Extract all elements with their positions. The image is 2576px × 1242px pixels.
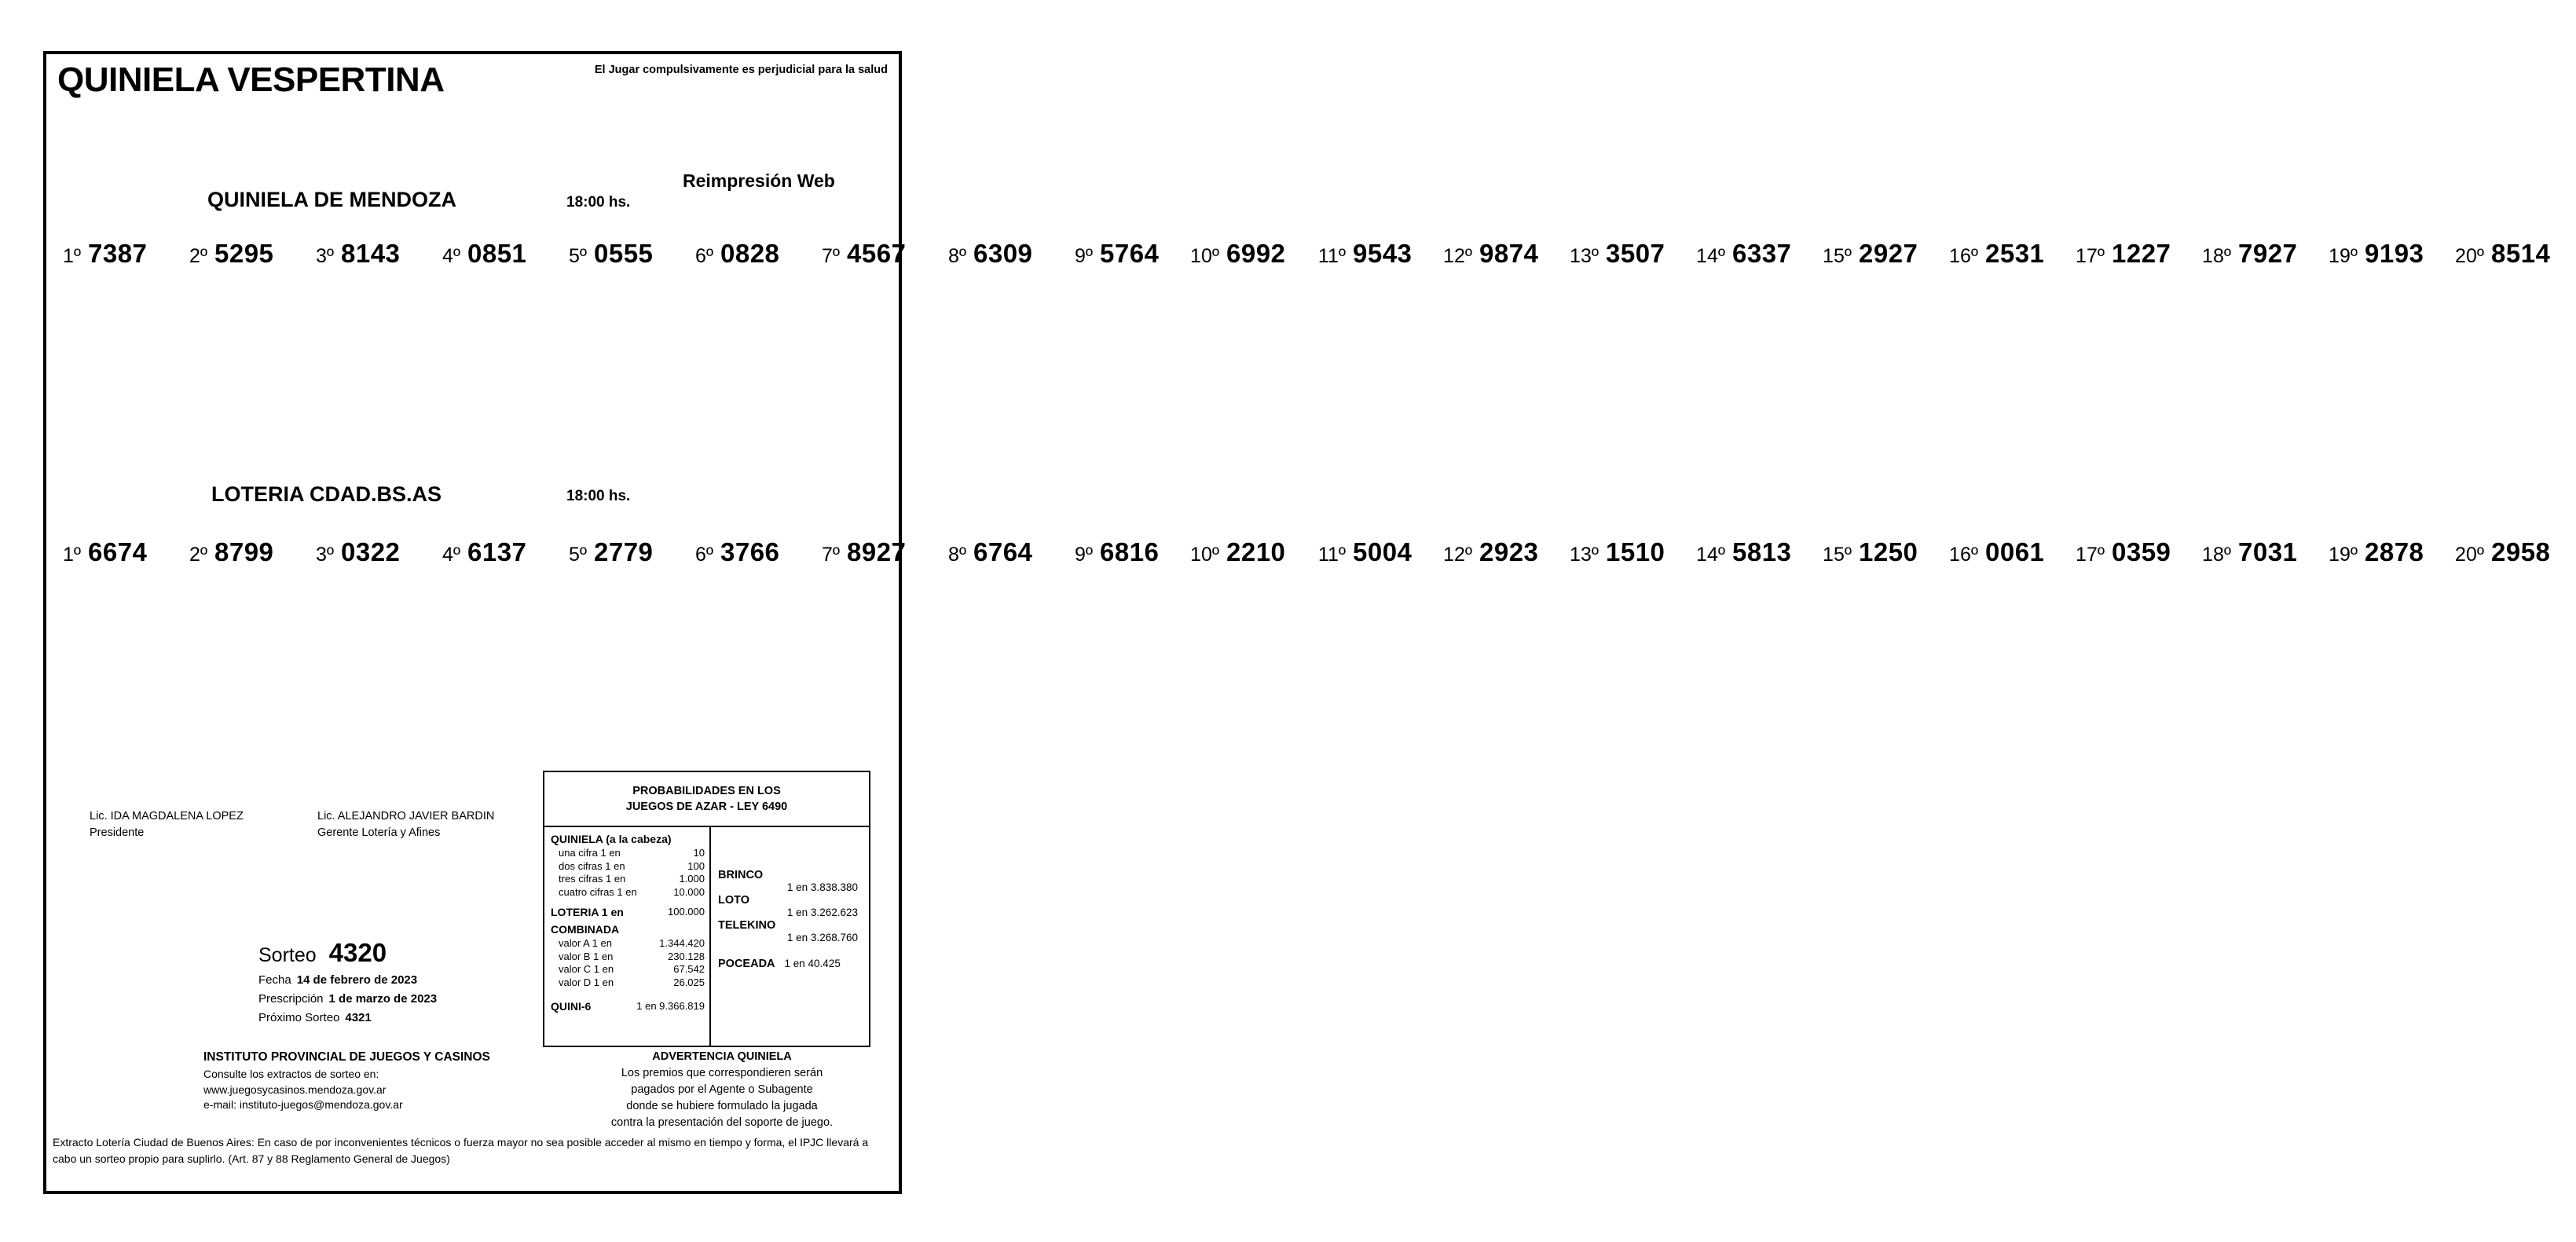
quiniela-odds-label: dos cifras 1 en xyxy=(559,859,625,872)
quini6-label: QUINI-6 xyxy=(551,1000,592,1013)
result-number: 6992 xyxy=(1226,239,1286,268)
result-number: 5764 xyxy=(1100,239,1160,268)
result-position: 19º xyxy=(2329,544,2358,566)
sorteo-proximo-label: Próximo Sorteo xyxy=(258,1011,340,1024)
result-position: 6º xyxy=(694,544,713,566)
result-entry xyxy=(552,537,679,573)
result-position: 15º xyxy=(1823,245,1852,267)
result-entry xyxy=(426,239,552,275)
result-entry xyxy=(1817,239,1944,275)
game-odds-block xyxy=(718,869,863,893)
result-number: 4567 xyxy=(847,239,907,268)
result-entry xyxy=(2450,239,2576,275)
probabilities-left-column xyxy=(544,827,711,1046)
result-number: 3507 xyxy=(1606,239,1665,268)
combinada-odds-label: valor C 1 en xyxy=(559,963,614,975)
result-entry xyxy=(1185,537,1311,573)
draw-heading-bsas: LOTERIA CDAD.BS.AS xyxy=(211,482,442,506)
result-number: 8143 xyxy=(341,239,401,268)
sorteo-prescripcion-line xyxy=(258,992,541,1006)
loteria-odds-label: LOTERIA 1 en xyxy=(551,906,624,918)
institute-line-consulte: Consulte los extractos de sorteo en: xyxy=(203,1068,379,1080)
result-entry xyxy=(1944,239,2070,275)
sorteo-info-block xyxy=(258,938,541,1024)
sorteo-fecha-line xyxy=(258,973,541,987)
combinada-odds-value: 26.025 xyxy=(673,976,705,988)
signature-president xyxy=(90,808,244,841)
result-entry xyxy=(679,239,805,275)
sorteo-fecha-label: Fecha xyxy=(258,973,291,987)
probabilities-body xyxy=(544,827,869,1046)
result-number: 5004 xyxy=(1353,537,1413,566)
combinada-odds-rows xyxy=(551,937,705,989)
result-position: 1º xyxy=(62,544,81,566)
result-number: 0359 xyxy=(2112,537,2171,566)
odds-row xyxy=(551,937,705,951)
sorteo-number-line xyxy=(258,938,541,968)
result-number: 2531 xyxy=(1985,239,2045,268)
signature-president-role: Presidente xyxy=(90,826,145,839)
quiniela-odds-value: 100 xyxy=(687,859,705,872)
result-position: 11º xyxy=(1317,544,1346,566)
result-number: 3766 xyxy=(720,537,780,566)
result-position: 2º xyxy=(189,245,207,267)
game-name: BRINCO xyxy=(718,869,764,881)
probabilities-title-line2: JUEGOS DE AZAR - LEY 6490 xyxy=(625,801,788,813)
result-position: 12º xyxy=(1443,544,1472,566)
result-position: 1º xyxy=(62,245,81,267)
quiniela-odds-value: 10.000 xyxy=(673,885,705,898)
draw-time-mendoza: 18:00 hs. xyxy=(566,194,631,211)
quiniela-odds-label: cuatro cifras 1 en xyxy=(559,885,637,898)
result-position: 20º xyxy=(2455,245,2484,267)
institute-website[interactable]: www.juegosycasinos.mendoza.gov.ar xyxy=(203,1083,387,1096)
result-entry xyxy=(299,537,426,573)
result-entry xyxy=(932,537,1058,573)
result-entry xyxy=(1438,537,1564,573)
result-entry xyxy=(2323,537,2450,573)
combinada-odds-value: 1.344.420 xyxy=(659,937,705,949)
sorteo-fecha-value: 14 de febrero de 2023 xyxy=(296,973,418,987)
result-entry xyxy=(173,537,299,573)
result-number: 8799 xyxy=(214,537,274,566)
result-number: 2923 xyxy=(1479,537,1539,566)
institute-email[interactable]: e-mail: instituto-juegos@mendoza.gov.ar xyxy=(203,1098,403,1111)
result-number: 0555 xyxy=(594,239,654,268)
game-odds-value: 1 en 3.838.380 xyxy=(786,881,858,893)
odds-row xyxy=(551,886,705,899)
game-odds-block xyxy=(718,894,863,918)
result-entry xyxy=(1564,537,1691,573)
result-entry xyxy=(1311,239,1438,275)
odds-row xyxy=(551,860,705,874)
result-number: 8927 xyxy=(847,537,907,566)
result-number: 6816 xyxy=(1100,537,1160,566)
result-number: 7927 xyxy=(2238,239,2298,268)
combinada-section-head: COMBINADA xyxy=(551,923,620,936)
result-position: 13º xyxy=(1570,245,1599,267)
result-position: 9º xyxy=(1074,245,1093,267)
result-number: 6674 xyxy=(88,537,148,566)
combinada-odds-value: 67.542 xyxy=(673,963,705,975)
result-position: 13º xyxy=(1570,544,1599,566)
result-number: 0851 xyxy=(467,239,527,268)
result-entry xyxy=(1058,239,1185,275)
reprint-label: Reimpresión Web xyxy=(683,170,835,191)
gambling-warning-text: El Jugar compulsivamente es perjudicial para la salud xyxy=(594,64,888,76)
result-number: 7031 xyxy=(2238,537,2298,566)
result-entry xyxy=(2323,239,2450,275)
result-position: 15º xyxy=(1823,544,1852,566)
result-number: 5813 xyxy=(1732,537,1792,566)
result-position: 14º xyxy=(1696,245,1725,267)
result-entry xyxy=(1185,239,1311,275)
result-number: 1250 xyxy=(1859,537,1918,566)
probabilities-right-column xyxy=(711,827,869,1046)
quiniela-odds-label: una cifra 1 en xyxy=(559,847,621,859)
result-entry xyxy=(46,239,173,275)
result-number: 6337 xyxy=(1732,239,1792,268)
advertencia-block xyxy=(565,1050,879,1131)
other-games-odds-list xyxy=(718,869,863,943)
signature-manager-role: Gerente Lotería y Afines xyxy=(317,826,441,839)
result-position: 8º xyxy=(947,544,966,566)
result-entry xyxy=(1058,537,1185,573)
result-number: 2210 xyxy=(1226,537,1286,566)
quini6-value: 1 en 9.366.819 xyxy=(636,1000,705,1012)
result-entry xyxy=(1691,537,1817,573)
result-number: 2779 xyxy=(594,537,654,566)
combinada-odds-label: valor D 1 en xyxy=(559,976,614,988)
result-number: 0061 xyxy=(1985,537,2045,566)
poceada-label: POCEADA xyxy=(718,958,775,970)
sorteo-proximo-value: 4321 xyxy=(345,1011,372,1024)
results-table-bsas xyxy=(46,537,2551,573)
draw-heading-mendoza: QUINIELA DE MENDOZA xyxy=(207,188,456,211)
result-entry xyxy=(2070,537,2197,573)
quiniela-odds-rows xyxy=(551,847,705,899)
result-number: 6764 xyxy=(973,537,1033,566)
result-entry xyxy=(2070,239,2197,275)
result-entry xyxy=(805,239,932,275)
result-position: 20º xyxy=(2455,544,2484,566)
result-number: 2958 xyxy=(2491,537,2551,566)
result-position: 19º xyxy=(2329,245,2358,267)
result-entry xyxy=(1817,537,1944,573)
combinada-odds-label: valor A 1 en xyxy=(559,937,612,949)
result-position: 5º xyxy=(568,245,587,267)
results-table-mendoza xyxy=(46,239,2551,275)
result-position: 7º xyxy=(821,245,840,267)
quini6-odds-row xyxy=(551,1000,705,1013)
result-number: 2927 xyxy=(1859,239,1918,268)
result-entry xyxy=(1564,239,1691,275)
result-position: 18º xyxy=(2202,245,2231,267)
result-number: 0828 xyxy=(720,239,780,268)
result-number: 7387 xyxy=(88,239,148,268)
sorteo-proximo-line xyxy=(258,1011,541,1024)
result-position: 9º xyxy=(1074,544,1093,566)
odds-row xyxy=(551,976,705,990)
game-name: LOTO xyxy=(718,894,750,907)
result-entry xyxy=(932,239,1058,275)
game-odds-value: 1 en 3.262.623 xyxy=(786,907,858,918)
result-number: 5295 xyxy=(214,239,274,268)
game-odds-value: 1 en 3.268.760 xyxy=(786,932,858,943)
result-entry xyxy=(2450,537,2576,573)
result-entry xyxy=(2197,537,2323,573)
draw-time-bsas: 18:00 hs. xyxy=(566,488,631,504)
result-position: 3º xyxy=(315,245,334,267)
result-entry xyxy=(299,239,426,275)
result-position: 7º xyxy=(821,544,840,566)
result-number: 6309 xyxy=(973,239,1033,268)
odds-row xyxy=(551,873,705,886)
signature-president-name: Lic. IDA MAGDALENA LOPEZ xyxy=(90,810,244,823)
result-number: 6137 xyxy=(467,537,527,566)
result-entry xyxy=(46,537,173,573)
advertencia-line-4: contra la presentación del soporte de juego. xyxy=(610,1116,834,1129)
quiniela-section-head: QUINIELA (a la cabeza) xyxy=(551,833,672,845)
result-entry xyxy=(805,537,932,573)
result-position: 10º xyxy=(1190,245,1219,267)
result-entry xyxy=(1311,537,1438,573)
probabilities-box xyxy=(543,771,870,1047)
result-number: 2878 xyxy=(2365,537,2424,566)
quiniela-odds-value: 1.000 xyxy=(679,873,705,885)
quiniela-odds-label: tres cifras 1 en xyxy=(559,873,626,885)
result-entry xyxy=(2197,239,2323,275)
result-position: 4º xyxy=(442,245,460,267)
legal-disclaimer: Extracto Lotería Ciudad de Buenos Aires: En caso de por inconvenientes técnicos o fuerza mayor no sea posible acceder al mismo en tiempo y forma, el IPJC llevará a cabo un sorteo propio para suplirlo. (Art. 87 y 88 Reglamento General de Juegos) xyxy=(53,1136,869,1165)
result-position: 5º xyxy=(568,544,587,566)
signature-manager xyxy=(317,808,494,841)
game-name: TELEKINO xyxy=(718,919,776,932)
result-entry xyxy=(173,239,299,275)
result-number: 8514 xyxy=(2491,239,2551,268)
loteria-odds-row xyxy=(551,906,705,918)
sorteo-prescripcion-label: Prescripción xyxy=(258,992,324,1006)
loteria-odds-value: 100.000 xyxy=(668,906,705,918)
result-position: 17º xyxy=(2076,245,2105,267)
odds-row xyxy=(551,951,705,964)
sorteo-number: 4320 xyxy=(328,938,387,967)
result-position: 14º xyxy=(1696,544,1725,566)
result-number: 1227 xyxy=(2112,239,2171,268)
result-position: 16º xyxy=(1949,544,1978,566)
result-position: 12º xyxy=(1443,245,1472,267)
result-position: 4º xyxy=(442,544,460,566)
result-number: 1510 xyxy=(1606,537,1665,566)
result-entry xyxy=(426,537,552,573)
result-entry xyxy=(552,239,679,275)
poceada-value: 1 en 40.425 xyxy=(784,958,841,969)
odds-row xyxy=(551,847,705,860)
institute-block xyxy=(203,1050,533,1113)
result-position: 17º xyxy=(2076,544,2105,566)
combinada-odds-value: 230.128 xyxy=(668,950,705,962)
sorteo-prescripcion-value: 1 de marzo de 2023 xyxy=(328,992,438,1006)
page-title: QUINIELA VESPERTINA xyxy=(57,60,445,99)
quiniela-odds-value: 10 xyxy=(693,847,705,859)
sorteo-label: Sorteo xyxy=(258,944,317,966)
poceada-odds-row xyxy=(718,958,863,970)
result-position: 3º xyxy=(315,544,334,566)
institute-title: INSTITUTO PROVINCIAL DE JUEGOS Y CASINOS xyxy=(203,1050,490,1064)
result-position: 6º xyxy=(694,245,713,267)
game-odds-block xyxy=(718,919,863,943)
result-position: 10º xyxy=(1190,544,1219,566)
result-position: 16º xyxy=(1949,245,1978,267)
result-position: 18º xyxy=(2202,544,2231,566)
advertencia-title: ADVERTENCIA QUINIELA xyxy=(652,1050,792,1063)
result-position: 2º xyxy=(189,544,207,566)
result-position: 11º xyxy=(1317,245,1346,267)
combinada-odds-label: valor B 1 en xyxy=(559,950,614,962)
probabilities-title-line1: PROBABILIDADES EN LOS xyxy=(632,785,781,797)
result-entry xyxy=(1438,239,1564,275)
result-position: 8º xyxy=(947,245,966,267)
advertencia-line-1: Los premios que correspondieren serán xyxy=(621,1067,823,1079)
signature-manager-name: Lic. ALEJANDRO JAVIER BARDIN xyxy=(317,810,495,823)
odds-row xyxy=(551,963,705,976)
result-number: 9543 xyxy=(1353,239,1413,268)
result-number: 9193 xyxy=(2365,239,2424,268)
result-entry xyxy=(1944,537,2070,573)
result-entry xyxy=(679,537,805,573)
result-number: 9874 xyxy=(1479,239,1539,268)
advertencia-line-3: donde se hubiere formulado la jugada xyxy=(626,1100,818,1112)
result-entry xyxy=(1691,239,1817,275)
probabilities-header xyxy=(544,772,869,827)
result-number: 0322 xyxy=(341,537,401,566)
document-frame xyxy=(43,51,2551,1194)
advertencia-line-2: pagados por el Agente o Subagente xyxy=(631,1083,813,1096)
